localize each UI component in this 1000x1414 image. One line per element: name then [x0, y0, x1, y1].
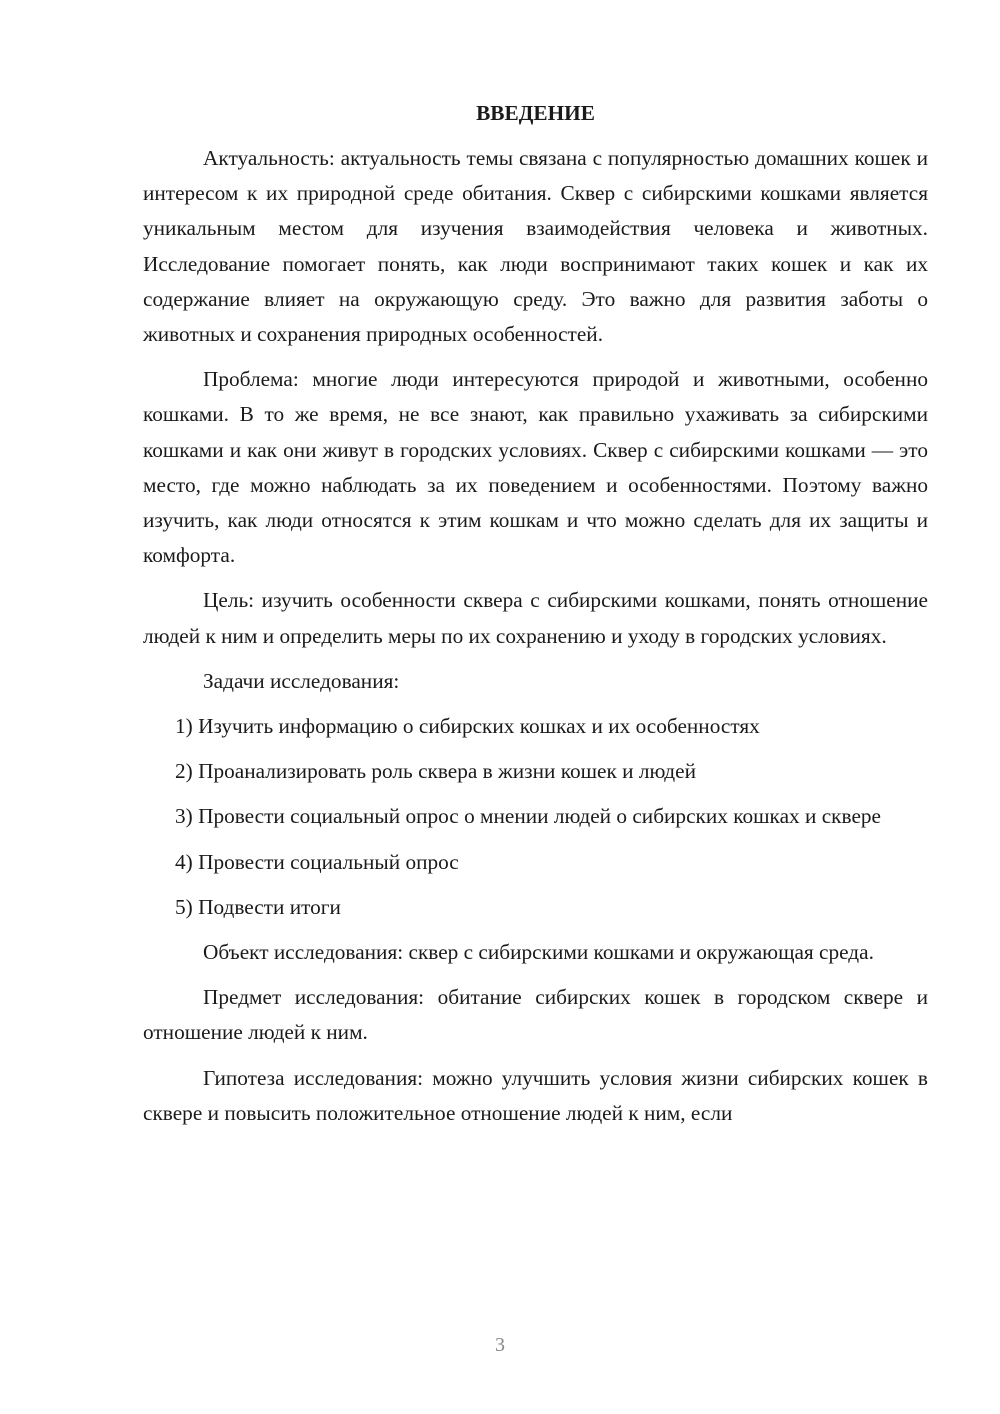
list-item: 5) Подвести итоги	[175, 894, 341, 919]
paragraph-goal: Цель: изучить особенности сквера с сибирскими кошками, понять отношение людей к ним и определить меры по их сохранению и уходу в городских условиях.	[143, 588, 928, 648]
paragraph-relevance: Актуальность: актуальность темы связана с популярностью домашних кошек и интересом к их природной среде обитания. Сквер с сибирскими кошками является уникальным местом для изучения взаимодействия человека и животных. Исследование помогает понять, как люди воспринимают таких кошек и как их содержание влияет на окружающую среду. Это важно для развития заботы о животных и сохранения природных особенностей.	[143, 146, 928, 347]
list-item: 4) Провести социальный опрос	[175, 849, 459, 874]
list-item: 2) Проанализировать роль сквера в жизни кошек и людей	[175, 759, 696, 784]
page-content	[143, 96, 928, 1141]
tasks-heading: Задачи исследования:	[203, 668, 400, 693]
page-number: 3	[495, 1334, 505, 1356]
paragraph-problem: Проблема: многие люди интересуются природой и животными, особенно кошками. В то же время, не все знают, как правильно ухаживать за сибирскими кошками и как они живут в городских условиях. Сквер с сибирскими кошками — это место, где можно наблюдать за их поведением и особенностями. Поэтому важно изучить, как люди относятся к этим кошкам и что можно сделать для их защиты и комфорта.	[143, 367, 928, 568]
paragraph-hypothesis: Гипотеза исследования: можно улучшить условия жизни сибирских кошек в сквере и повысить положительное отношение людей к ним, если	[143, 1065, 928, 1125]
paragraph-subject: Предмет исследования: обитание сибирских кошек в городском сквере и отношение людей к ним.	[143, 985, 928, 1045]
list-item: 3) Провести социальный опрос о мнении людей о сибирских кошках и сквере	[175, 804, 882, 829]
paragraph-object: Объект исследования: сквер с сибирскими кошками и окружающая среда.	[203, 940, 874, 965]
tasks-list	[143, 709, 928, 925]
section-title: ВВЕДЕНИЕ	[476, 101, 595, 125]
list-item: 1) Изучить информацию о сибирских кошках и их особенностях	[175, 714, 760, 739]
